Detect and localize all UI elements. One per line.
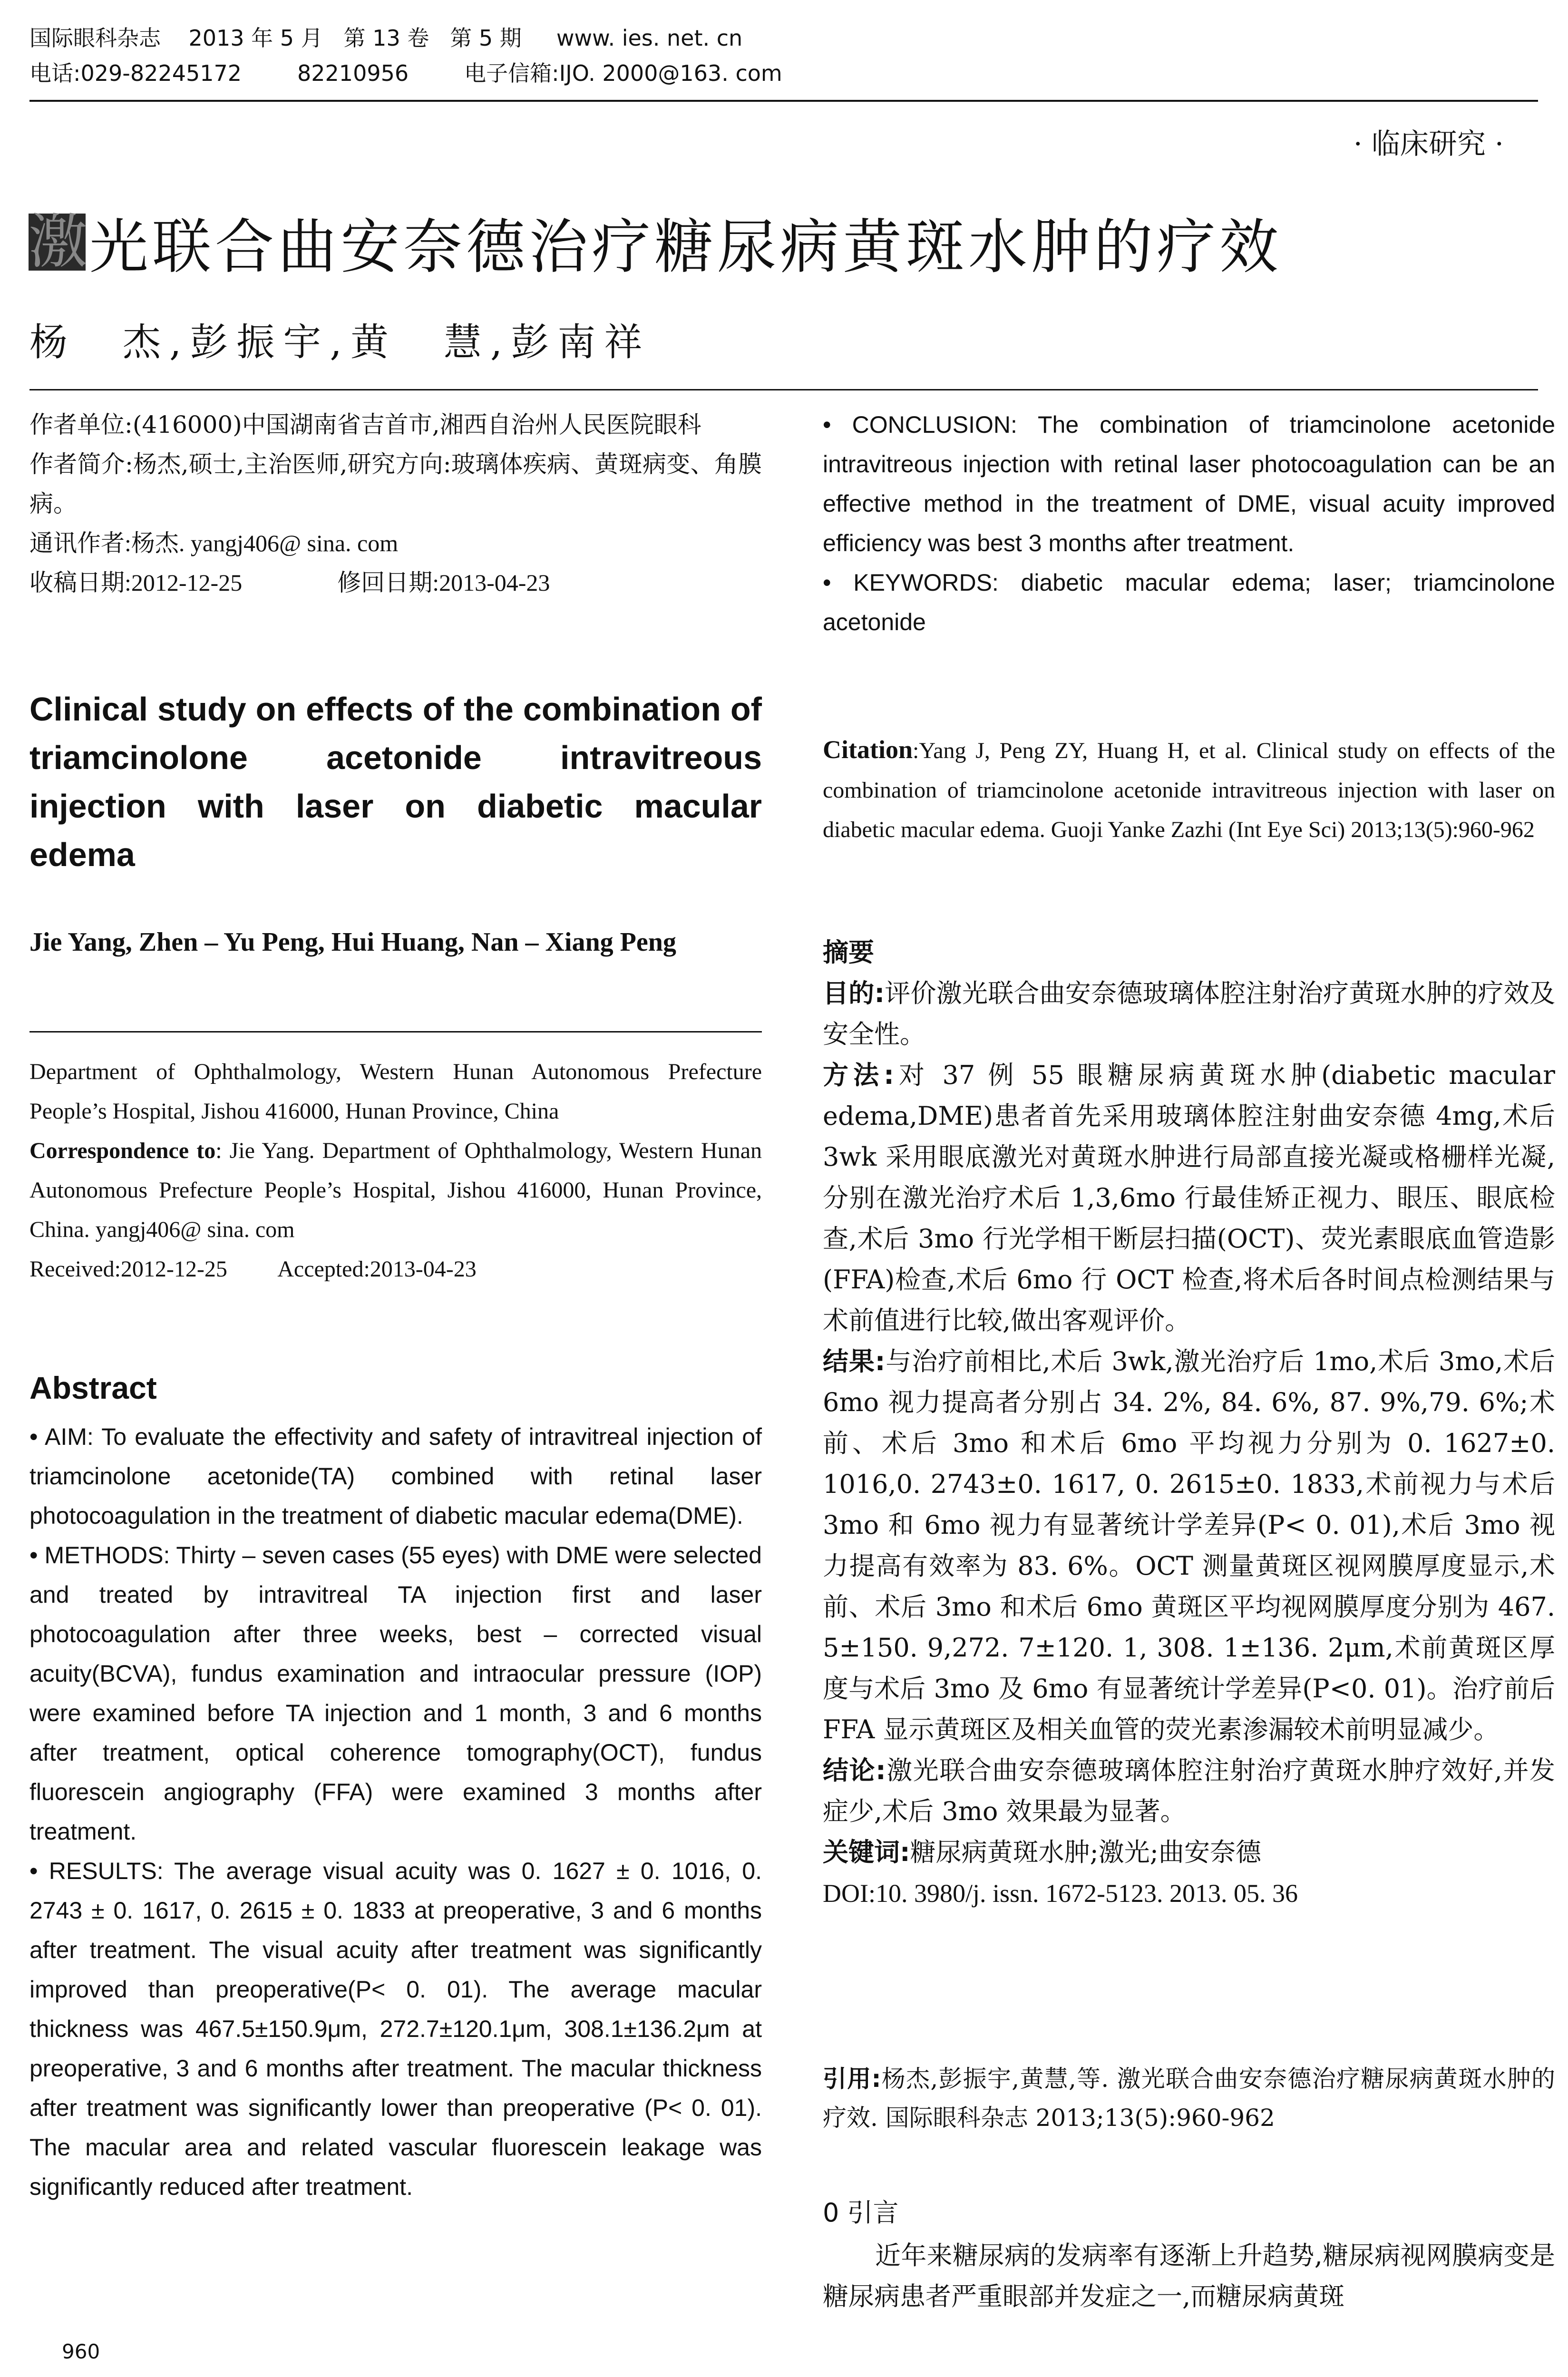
abstract-conclusion: • CONCLUSION: The combination of triamcinolone acetonide intravitreous injection with retinal laser photocoagulation can be an effective method in the treatment of DME, visual acuity improved efficiency was best 3 months after treatment. <box>823 411 1555 556</box>
authors-cn: 杨 杰,彭振宇,黄 慧,彭南祥 <box>29 320 651 364</box>
received-dates-cn: 收稿日期:2012-12-25 修回日期:2013-04-23 <box>29 569 550 596</box>
author-bio: 作者简介:杨杰,硕士,主治医师,研究方向:玻璃体疾病、黄斑病变、角膜病。 <box>29 450 762 517</box>
abstract-methods: • METHODS: Thirty – seven cases (55 eyes) with DME were selected and treated by intravitreal TA injection first and laser photocoagulation after three weeks, best – corrected visual acuity(BCVA), fundus examination and intraocular pressure (IOP) were examined before TA injection and 1 month, 3 and 6 months after treatment, optical coherence tomography(OCT), fundus fluorescein angiography (FFA) were examined 3 months after treatment. <box>29 1542 762 1845</box>
department: Department of Ophthalmology, Western Hunan Autonomous Prefecture People’s Hospital, Jishou 416000, Hunan Province, China <box>29 1059 762 1124</box>
results-text: 与治疗前相比,术后 3wk,激光治疗后 1mo,术后 3mo,术后 6mo 视力提高者分别占 34. 2%, 84. 6%, 87. 9%,79. 6%;术前、术后 3mo 和术后 6mo 平均视力分别为 0. 1627±0. 1016,0. 2743±0. 1617, 0. 2615±0. 1833,术前视力与术后 3mo 和 6mo 视力有显著统计学差异(P< 0. 01),术后 3mo 视力提高有效率为 83. 6%。OCT 测量黄斑区视网膜厚度显示,术前、术后 3mo 和术后 6mo 黄斑区平均视网膜厚度分别为 467. 5±150. 9,272. 7±120. 1, 308. 1±136. 2μm,术前黄斑区厚度与术后 3mo 及 6mo 有显著统计学差异(P<0. 01)。治疗前后 FFA 显示黄斑区及相关血管的荧光素渗漏较术前明显减少。 <box>823 1346 1555 1744</box>
abstract-cn-methods <box>823 1055 1555 1341</box>
title-rule <box>29 389 1538 390</box>
citation-text: :Yang J, Peng ZY, Huang H, et al. Clinical study on effects of the combination of triamcinolone acetonide intravitreous injection with laser on diabetic macular edema. Guoji Yanke Zazhi (Int Eye Sci) 2013;13(5):960-962 <box>823 738 1555 842</box>
cn-citation <box>823 2059 1555 2137</box>
english-affiliation <box>29 1052 762 1289</box>
page-title <box>29 200 1282 284</box>
abstract-cn-conclusion <box>823 1750 1555 1832</box>
abstract-results: • RESULTS: The average visual acuity was 0. 1627 ± 0. 1016, 0. 2743 ± 0. 1617, 0. 2615 ± 0. 1833 at preoperative, 3 and 6 months after treatment. The visual acuity after treatment was significantly improved than preoperative(P< 0. 01). The average macular thickness was 467.5±150.9μm, 272.7±120.1μm, 308.1±136.2μm at preoperative, 3 and 6 months after treatment. The macular thickness after treatment was significantly lower than preoperative (P< 0. 01). The macular area and related vascular fluorescein leakage was significantly reduced after treatment. <box>29 1858 762 2200</box>
corresponding-author-cn: 通讯作者:杨杰. yangj406@ sina. com <box>29 530 399 556</box>
affiliation-cn <box>29 405 762 603</box>
objective-label: 目的: <box>823 978 885 1008</box>
conclusion-label: 结论: <box>823 1755 886 1785</box>
abstract-cn-keywords <box>823 1832 1555 1873</box>
section-label: · 临床研究 · <box>1353 127 1504 161</box>
abstract-heading: Abstract <box>29 1370 157 1405</box>
objective-text: 评价激光联合曲安奈德玻璃体腔注射治疗黄斑水肿的疗效及安全性。 <box>823 978 1555 1049</box>
received-accepted: Received:2012-12-25 Accepted:2013-04-23 <box>29 1257 477 1282</box>
citation-label: Citation <box>823 735 913 764</box>
abstract-cn-results <box>823 1341 1555 1750</box>
title-text: 光联合曲安奈德治疗糖尿病黄斑水肿的疗效 <box>89 213 1283 282</box>
abstract-cn-objective <box>823 973 1555 1055</box>
intro-heading: 0 引言 <box>823 2198 899 2228</box>
title-dropcap: 激 <box>29 208 92 276</box>
cn-citation-text: 杨杰,彭振宇,黄慧,等. 激光联合曲安奈德治疗糖尿病黄斑水肿的疗效. 国际眼科杂志 2013;13(5):960-962 <box>823 2065 1555 2132</box>
conclusion-text: 激光联合曲安奈德玻璃体腔注射治疗黄斑水肿疗效好,并发症少,术后 3mo 效果最为显著。 <box>823 1755 1555 1826</box>
correspondence <box>29 1131 762 1249</box>
abstract-cn <box>823 932 1555 1914</box>
affiliation-line: 作者单位:(416000)中国湖南省吉首市,湘西自治州人民医院眼科 <box>29 411 701 438</box>
english-title: Clinical study on effects of the combination of triamcinolone acetonide intravitreous injection with laser on diabetic macular edema <box>29 691 762 873</box>
keywords-text: 糖尿病黄斑水肿;激光;曲安奈德 <box>910 1837 1261 1867</box>
page-number: 960 <box>62 2340 100 2363</box>
keywords-label: 关键词: <box>823 1837 910 1867</box>
abstract-aim: • AIM: To evaluate the effectivity and safety of intravitreal injection of triamcinolone acetonide(TA) combined with retinal laser photocoagulation in the treatment of diabetic macular edema(DME). <box>29 1423 762 1529</box>
methods-label: 方法: <box>823 1060 894 1090</box>
citation <box>823 730 1555 849</box>
journal-header-line1: 国际眼科杂志 2013 年 5 月 第 13 卷 第 5 期 www. ies. net. cn <box>29 25 743 51</box>
correspondence-text: : Jie Yang. Department of Ophthalmology, Western Hunan Autonomous Prefecture People’s Hospital, Jishou 416000, Hunan Province, China. yangj406@ sina. com <box>29 1138 762 1242</box>
english-authors: Jie Yang, Zhen – Yu Peng, Hui Huang, Nan – Xiang Peng <box>29 927 676 957</box>
correspondence-label: Correspondence to <box>29 1138 216 1163</box>
abstract-keywords: • KEYWORDS: diabetic macular edema; laser; triamcinolone acetonide <box>823 569 1555 635</box>
abstract-en-continued <box>823 405 1555 642</box>
intro-text: 近年来糖尿病的发病率有逐渐上升趋势,糖尿病视网膜病变是糖尿病患者严重眼部并发症之一,而糖尿病黄斑 <box>823 2241 1555 2311</box>
header-rule <box>29 100 1538 102</box>
journal-header-line2: 电话:029-82245172 82210956 电子信箱:IJO. 2000@163. com <box>29 60 782 86</box>
results-label: 结果: <box>823 1346 886 1376</box>
doi: DOI:10. 3980/j. issn. 1672-5123. 2013. 05. 36 <box>823 1879 1298 1908</box>
methods-text: 对 37 例 55 眼糖尿病黄斑水肿(diabetic macular edema,DME)患者首先采用玻璃体腔注射曲安奈德 4mg,术后 3wk 采用眼底激光对黄斑水肿进行局部直接光凝或格栅样光凝,分别在激光治疗术后 1,3,6mo 行最佳矫正视力、眼压、眼底检查,术后 3mo 行光学相干断层扫描(OCT)、荧光素眼底血管造影(FFA)检查,术后 6mo 行 OCT 检查,将术后各时间点检测结果与术前值进行比较,做出客观评价。 <box>823 1060 1555 1335</box>
cn-citation-label: 引用: <box>823 2065 881 2093</box>
abstract-en <box>29 1417 762 2207</box>
authors-rule <box>29 1031 762 1033</box>
abstract-cn-heading: 摘要 <box>823 937 874 967</box>
